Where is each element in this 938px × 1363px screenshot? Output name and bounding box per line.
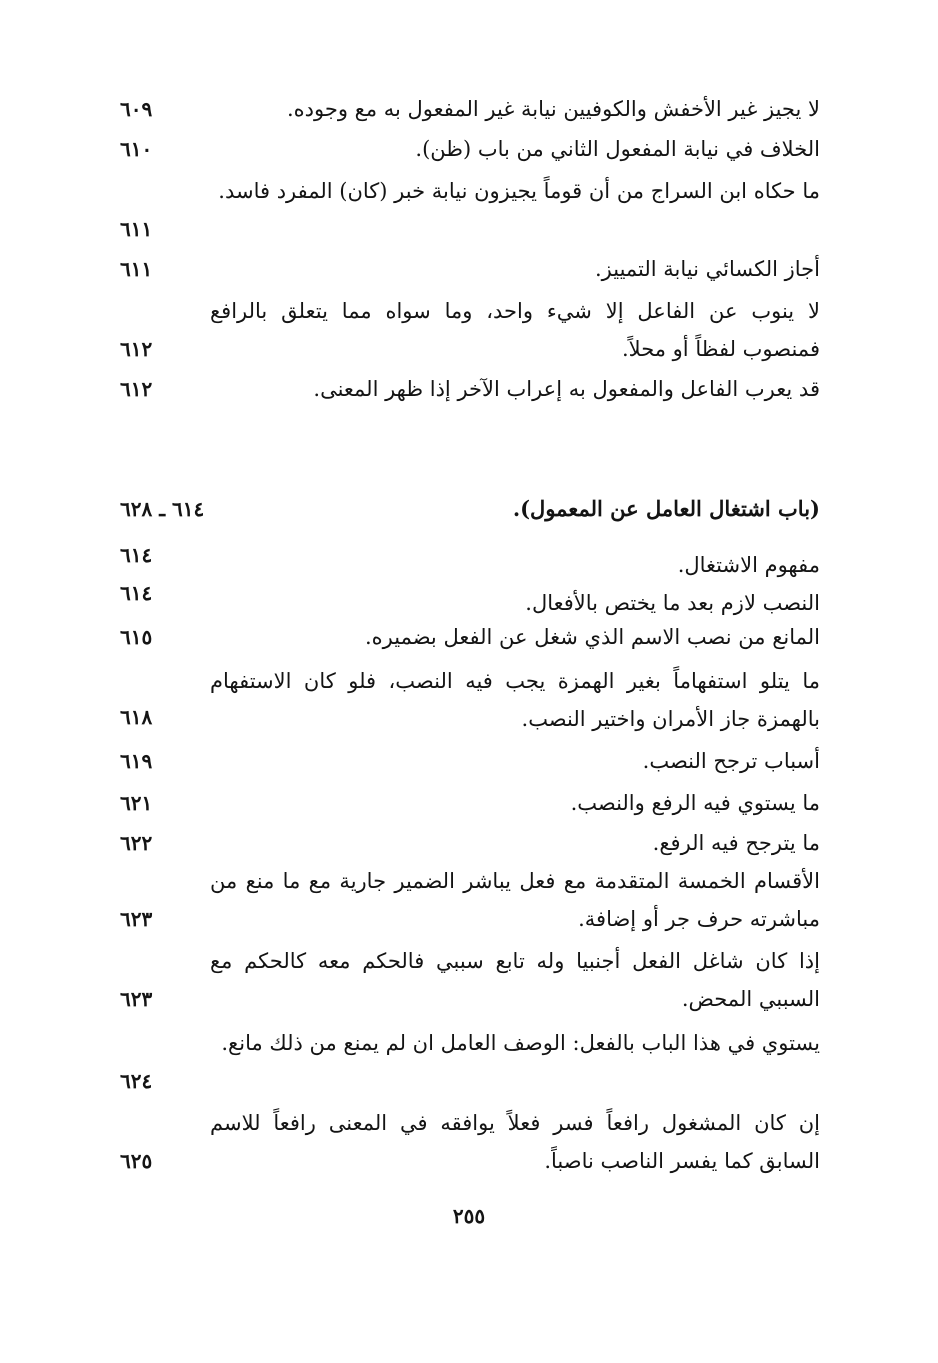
entry-text: مفهوم الاشتغال. (677, 553, 820, 577)
index-entry (120, 292, 820, 368)
index-entry (120, 742, 820, 780)
index-entry (120, 1024, 820, 1100)
index-entry (120, 130, 820, 168)
entry-page-number: ٦١٩ (120, 749, 153, 773)
entry-page-number: ٦٢٢ (120, 831, 153, 855)
entry-page-number: ٦٢٥ (120, 1149, 153, 1173)
index-entry (120, 574, 820, 624)
entry-page-number: ٦١٢ (120, 337, 153, 361)
entry-text: المانع من نصب الاسم الذي شغل عن الفعل بضميره. (364, 625, 820, 649)
heading-page-range: ٦١٤ ـ ٦٢٨ (120, 497, 205, 521)
entry-text: قد يعرب الفاعل والمفعول به إعراب الآخر إذا ظهر المعنى. (313, 377, 820, 401)
index-entry (120, 250, 820, 288)
entry-text: يستوي في هذا الباب بالفعل: الوصف العامل ان لم يمنع من ذلك مانع. (221, 1031, 820, 1055)
entry-page-number: ٦٢١ (120, 791, 153, 815)
entry-text: النصب لازم بعد ما يختص بالأفعال. (525, 591, 820, 615)
entry-text: ما يستوي فيه الرفع والنصب. (570, 791, 820, 815)
entry-page-number: ٦١٨ (120, 705, 153, 729)
entry-text: أسباب ترجح النصب. (642, 749, 820, 773)
index-entry (120, 370, 820, 408)
entry-page-number: ٦٢٤ (120, 1069, 153, 1093)
entry-text: ما يتلو استفهاماً بغير الهمزة يجب فيه النصب، فلو كان الاستفهام بالهمزة جاز الأمران واختير النصب. (210, 669, 820, 731)
entry-text: ما حكاه ابن السراج من أن قوماً يجيزون نيابة خبر (كان) المفرد فاسد. (218, 179, 820, 203)
heading-text: (باب اشتغال العامل عن المعمول). (512, 496, 820, 521)
entry-page-number: ٦١١ (120, 217, 153, 241)
index-entry (120, 662, 820, 738)
entry-text: إن كان المشغول رافعاً فسر فعلاً يوافقه في المعنى رافعاً للاسم السابق كما يفسر الناصب ناصباً. (210, 1111, 820, 1173)
entry-text: لا ينوب عن الفاعل إلا شيء واحد، وما سواه مما يتعلق بالرافع فمنصوب لفظاً أو محلاً. (210, 299, 820, 361)
index-entry (120, 784, 820, 822)
index-entry (120, 172, 820, 248)
entry-page-number: ٦١٤ (120, 543, 153, 567)
index-entry (120, 862, 820, 938)
entry-text: الأقسام الخمسة المتقدمة مع فعل يباشر الضمير جارية مع ما منع من مباشرته حرف جر أو إضافة. (210, 869, 820, 931)
entry-page-number: ٦٠٩ (120, 97, 153, 121)
entry-text: ما يترجح فيه الرفع. (652, 831, 820, 855)
entry-text: إذا كان شاغل الفعل أجنبيا وله تابع سببي فالحكم معه كالحكم مع السببي المحض. (210, 949, 820, 1011)
entry-text: لا يجيز غير الأخفش والكوفيين نيابة غير المفعول به مع وجوده. (286, 97, 820, 121)
entry-text: أجاز الكسائي نيابة التمييز. (594, 257, 820, 281)
page-number: ٢٥٥ (452, 1204, 486, 1228)
entry-page-number: ٦١٢ (120, 377, 153, 401)
entry-page-number: ٦١٤ (120, 581, 153, 605)
index-entry (120, 942, 820, 1018)
section-heading (120, 490, 820, 528)
index-entry (120, 618, 820, 656)
index-entry (120, 824, 820, 862)
index-entry (120, 1104, 820, 1180)
entry-page-number: ٦٢٣ (120, 987, 153, 1011)
entry-page-number: ٦١١ (120, 257, 153, 281)
entry-text: الخلاف في نيابة المفعول الثاني من باب (ظن). (415, 137, 820, 161)
entry-page-number: ٦١٥ (120, 625, 153, 649)
entry-page-number: ٦١٠ (120, 137, 153, 161)
entry-page-number: ٦٢٣ (120, 907, 153, 931)
index-entry (120, 90, 820, 128)
